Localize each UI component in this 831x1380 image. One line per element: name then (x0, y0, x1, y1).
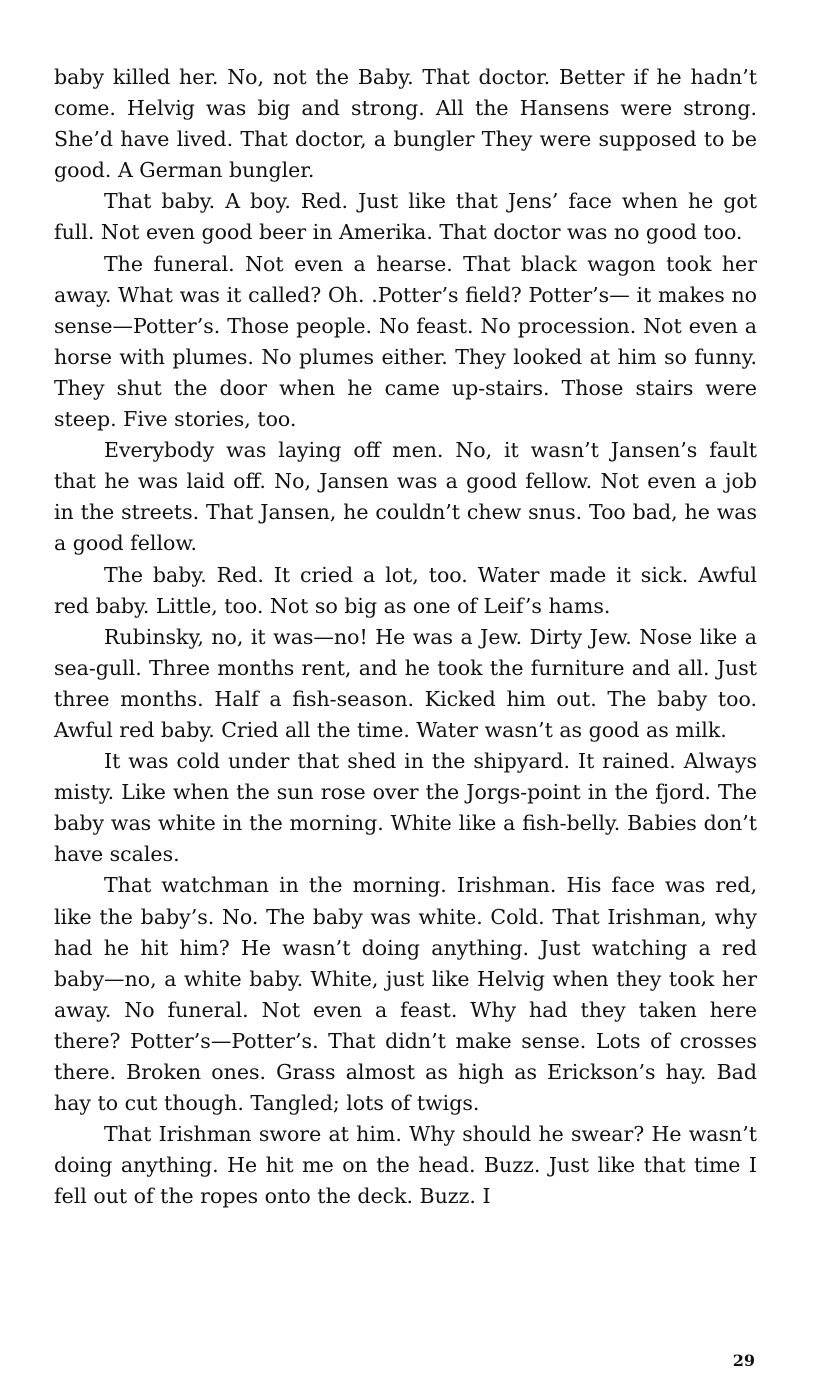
paragraph-1: baby killed her. No, not the Baby. That doctor. Better if he hadn’t come. Helvig was big and strong. All the Hansens were strong. She’d have lived. That doctor, a bungler They were supposed to be good. A German bungler. (54, 65, 757, 183)
paragraph-9: That Irishman swore at him. Why should he swear? He wasn’t doing anything. He hit me on the head. Buzz. Just like that time I fell out of the ropes onto the deck. Buzz. I (54, 1122, 757, 1209)
paragraph-7: It was cold under that shed in the shipyard. It rained. Always misty. Like when the sun rose over the Jorgs-point in the fjord. The baby was white in the morning. White like a fish-belly. Babies don’t have scales. (54, 749, 757, 867)
paragraph-5: The baby. Red. It cried a lot, too. Water made it sick. Awful red baby. Little, too. Not so big as one of Leif’s hams. (54, 562, 757, 618)
paragraph-4: Everybody was laying off men. No, it wasn’t Jansen’s fault that he was laid off. No, Jansen was a good fellow. Not even a job in the streets. That Jansen, he couldn’t chew snus. Too bad, he was a good fellow. (54, 438, 757, 556)
paragraph-8: That watchman in the morning. Irishman. His face was red, like the baby’s. No. The baby was white. Cold. That Irishman, why had he hit him? He wasn’t doing anything. Just watching a red baby—no, a white baby. White, just like Helvig when they took her away. No funeral. Not even a feast. Why had they taken here there? Potter’s—Potter’s. That didn’t make sense. Lots of crosses there. Broken ones. Grass almost as high as Erickson’s hay. Bad hay to cut though. Tangled; lots of twigs. (54, 873, 757, 1116)
paragraph-3: The funeral. Not even a hearse. That black wagon took her away. What was it called? Oh. .Potter’s field? Potter’s— it makes no sense—Potter’s. Those people. No feast. No procession. Not even a horse with plumes. No plumes either. They looked at him so funny. They shut the door when he came up-stairs. Those stairs were steep. Five stories, too. (54, 251, 757, 432)
paragraph-2: That baby. A boy. Red. Just like that Jens’ face when he got full. Not even good beer in Amerika. That doctor was no good too. (54, 189, 757, 245)
body-text (54, 62, 757, 1212)
paragraph-6: Rubinsky, no, it was—no! He was a Jew. Dirty Jew. Nose like a sea-gull. Three months rent, and he took the furniture and all. Just three months. Half a fish-season. Kicked him out. The baby too. Awful red baby. Cried all the time. Water wasn’t as good as milk. (54, 624, 757, 742)
page-number: 29 (732, 1351, 755, 1370)
